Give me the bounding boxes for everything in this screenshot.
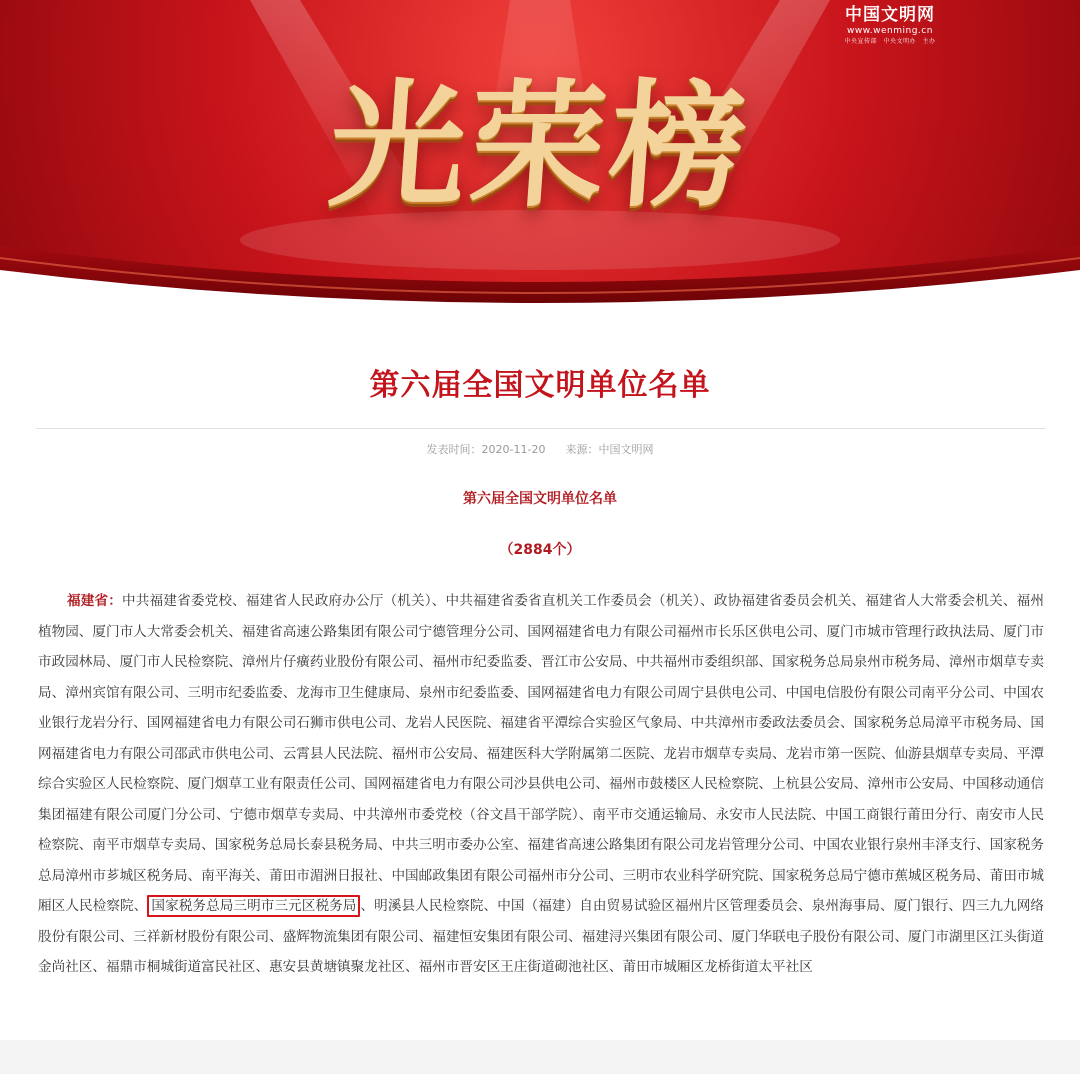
page-title: 第六届全国文明单位名单 [369, 368, 711, 403]
publish-time: 发表时间：2020-11-20 [426, 443, 546, 456]
province-label: 福建省： [67, 593, 123, 609]
unit-count: （2884个） [499, 542, 581, 558]
site-sub: 中央宣传部 中央文明办 主办 [844, 38, 936, 45]
bottom-strip [0, 1040, 1080, 1074]
highlighted-unit: 国家税务总局三明市三元区税务局 [147, 895, 360, 917]
divider [36, 428, 1046, 429]
site-name: 中国文明网 [845, 5, 935, 25]
banner [0, 0, 1080, 330]
banner-title: 光荣榜 [324, 66, 756, 226]
source-link[interactable]: 来源：中国文明网 [565, 443, 654, 456]
list-text-before: 中共福建省委党校、福建省人民政府办公厅（机关）、中共福建省委省直机关工作委员会（机关）、政协福建省委员会机关、福建省人大常委会机关、福州植物园、厦门市人大常委会机关、福建省高速公路集团有限公司宁德管理分公司、国网福建省电力有限公司福州市长乐区供电公司、厦门市城市管理行政执法局、厦门市市政园林局、厦门市人民检察院、漳州片仔癀药业股份有限公司、福州市纪委监委、晋江市公安局、中共福州市委组织部、国家税务总局泉州市税务局、漳州市烟草专卖局、漳州宾馆有限公司、三明市纪委监委、龙海市卫生健康局、泉州市纪委监委、国网福建省电力有限公司周宁县供电公司、中国电信股份有限公司南平分公司、中国农业银行龙岩分行、国网福建省电力有限公司石狮市供电公司、龙岩人民医院、福建省平潭综合实验区气象局、中共漳州市委政法委员会、国家税务总局漳平市税务局、国网福建省电力有限公司邵武市供电公司、云霄县人民法院、福州市公安局、福建医科大学附属第二医院、龙岩市烟草专卖局、龙岩市第一医院、仙游县烟草专卖局、平潭综合实验区人民检察院、厦门烟草工业有限责任公司、国网福建省电力有限公司沙县供电公司、福州市鼓楼区人民检察院、上杭县公安局、漳州市公安局、中国移动通信集团福建有限公司厦门分公司、宁德市烟草专卖局、中共漳州市委党校（谷文昌干部学院）、南平市交通运输局、永安市人民法院、中国工商银行莆田分行、南安市人民检察院、南平市烟草专卖局、国家税务总局长泰县税务局、中共三明市委办公室、福建省高速公路集团有限公司龙岩管理分公司、中国农业银行泉州丰泽支行、国家税务总局漳州市芗城区税务局、南平海关、莆田市湄洲日报社、中国邮政集团有限公司福州市分公司、三明市农业科学研究院、国家税务总局宁德市蕉城区税务局、莆田市城厢区人民检察院、 [38, 593, 1044, 914]
article-meta [0, 440, 1080, 460]
article-card [0, 322, 1080, 1040]
site-url: www.wenming.cn [847, 26, 933, 36]
site-logo[interactable] [840, 4, 940, 46]
article-body [38, 586, 1044, 983]
article-subtitle: 第六届全国文明单位名单 [463, 491, 617, 507]
list-text-after: 、明溪县人民检察院、中国（福建）自由贸易试验区福州片区管理委员会、泉州海事局、厦门银行、四三九九网络股份有限公司、三祥新材股份有限公司、盛辉物流集团有限公司、福建恒安集团有限公司、福建浔兴集团有限公司、厦门华联电子股份有限公司、厦门市湖里区江头街道金尚社区、福鼎市桐城街道富民社区、惠安县黄塘镇聚龙社区、福州市晋安区王庄街道砌池社区、莆田市城厢区龙桥街道太平社区 [38, 898, 1045, 975]
